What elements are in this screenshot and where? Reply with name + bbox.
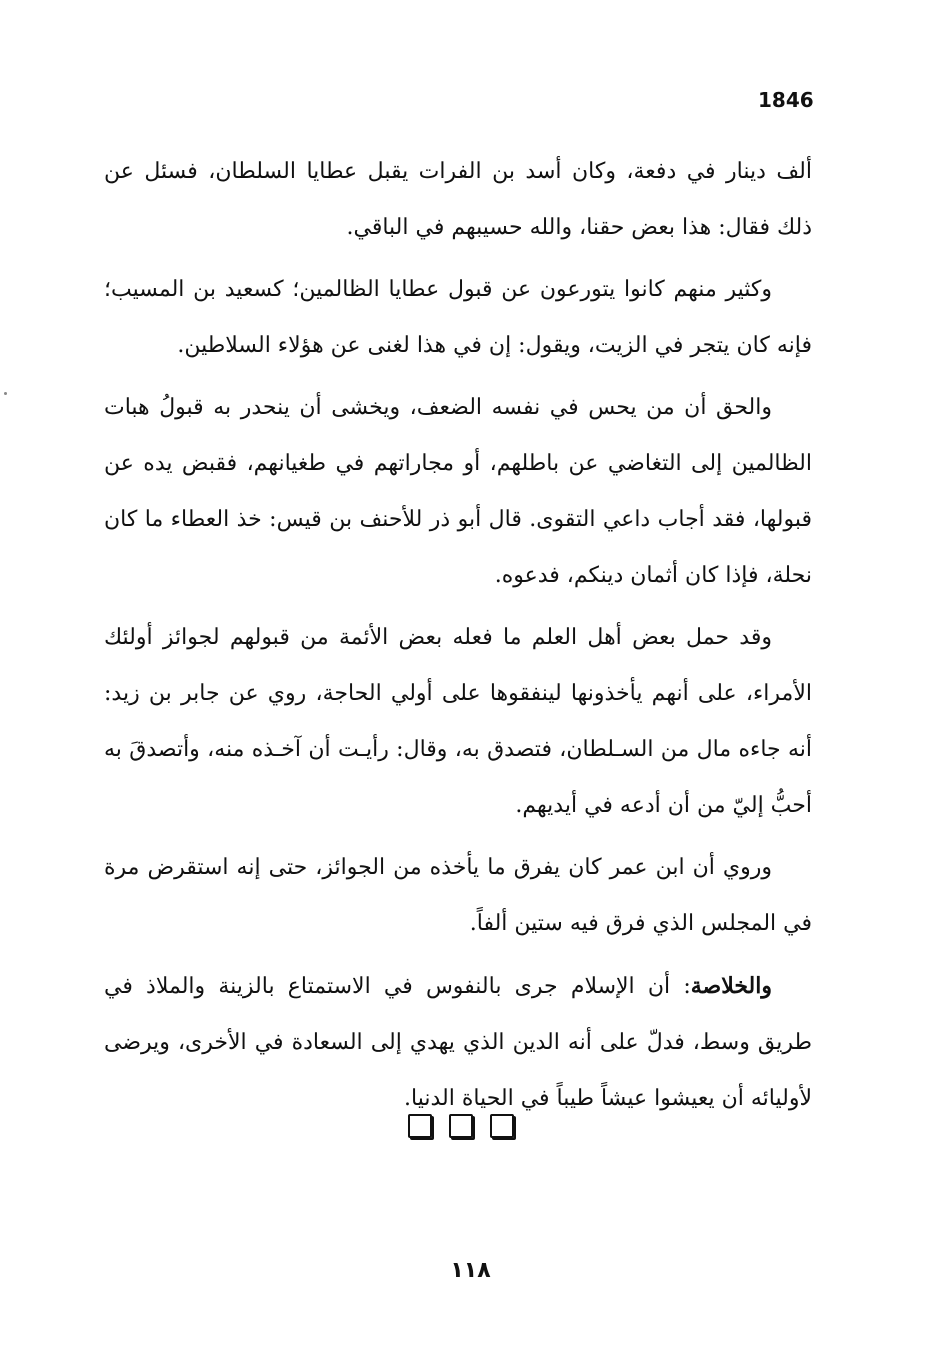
- paragraph-3: [104, 380, 812, 604]
- paragraph-6: [104, 958, 812, 1127]
- paragraph-4: [104, 610, 812, 834]
- paragraph-4-text: وقد حمل بعض أهل العلم ما فعله بعض الأئمة من قبولهم لجوائز أولئك الأمراء، على أنهم يأخذونها لينفقوها على أولي الحاجة، روي عن جابر بن زيد: أنه جاءه مال من السـلطان، فتصدق به، وقال: رأيـت أن آخـذه منه، وأتصدقَ به أحبُّ إليّ من أن أدعه في أيديهم.: [104, 625, 812, 818]
- paragraph-2: [104, 262, 812, 374]
- paragraph-1-text: ألف دينار في دفعة، وكان أسد بن الفرات يقبل عطايا السلطان، فسئل عن ذلك فقال: هذا بعض حقنا، والله حسيبهم في الباقي.: [104, 159, 812, 240]
- page-number: ١١٨: [450, 1258, 491, 1283]
- header-code: 1846: [758, 88, 814, 112]
- section-separator: [408, 1112, 514, 1140]
- paragraph-3-text: والحق أن من يحس في نفسه الضعف، ويخشى أن ينحدر به قبولُ هبات الظالمين إلى التغاضي عن باطلهم، أو مجاراتهم في طغيانهم، فقبض يده عن قبولها، فقد أجاب داعي التقوى. قال أبو ذر للأحنف بن قيس: خذ العطاء ما كان نحلة، فإذا كان أثمان دينكم، فدعوه.: [104, 395, 813, 588]
- body-text: [104, 144, 812, 1133]
- paragraph-5: [104, 840, 812, 952]
- paragraph-6-text: : أن الإسلام جرى بالنفوس في الاستمتاع بالزينة والملاذ في طريق وسط، فدلّ على أنه الدين الذي يهدي إلى السعادة في الأخرى، ويرضى لأوليائه أن يعيشوا عيشاً طيباً في الحياة الدنيا.: [104, 974, 812, 1111]
- paragraph-2-text: وكثير منهم كانوا يتورعون عن قبول عطايا الظالمين؛ كسعيد بن المسيب؛ فإنه كان يتجر في الزيت، ويقول: إن في هذا لغنى عن هؤلاء السلاطين.: [104, 277, 812, 358]
- margin-speck: [4, 392, 7, 395]
- paragraph-1: [104, 144, 812, 256]
- square-ornament-icon: [490, 1114, 514, 1138]
- square-ornament-icon: [408, 1114, 432, 1138]
- paragraph-6-lead: والخلاصة: [690, 973, 772, 999]
- square-ornament-icon: [449, 1114, 473, 1138]
- paragraph-5-text: وروي أن ابن عمر كان يفرق ما يأخذه من الجوائز، حتى إنه استقرض مرة في المجلس الذي فرق فيه ستين ألفاً.: [104, 855, 812, 936]
